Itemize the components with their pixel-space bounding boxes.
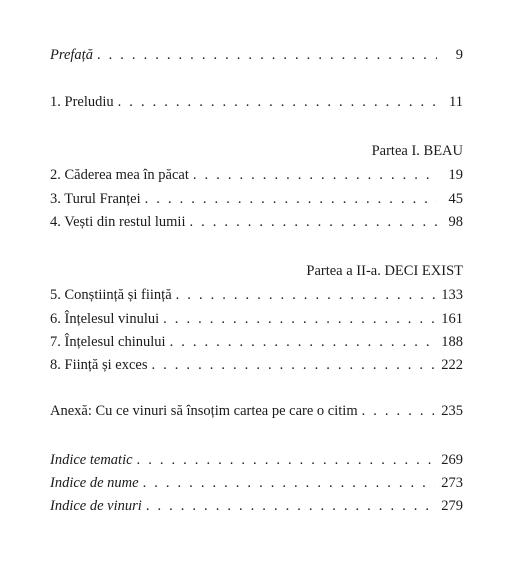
toc-entry-page: 45 <box>448 191 463 207</box>
toc-entry-chapter <box>50 287 463 307</box>
dot-leader <box>97 47 437 64</box>
dot-leader <box>170 334 436 351</box>
toc-entry-title: Indice tematic <box>50 452 133 468</box>
toc-entry-page: 188 <box>441 334 463 350</box>
toc-entry-chapter <box>50 334 463 354</box>
toc-entry-page: 161 <box>441 311 463 327</box>
toc-entry-title: 8. Ființă și exces <box>50 357 148 373</box>
toc-entry-page: 273 <box>441 475 463 491</box>
toc-entry-page: 19 <box>448 167 463 183</box>
toc-entry-title: 4. Vești din restul lumii <box>50 214 186 230</box>
dot-leader <box>143 475 436 492</box>
toc-entry-chapter <box>50 311 463 331</box>
toc-entry-chapter <box>50 191 463 211</box>
toc-entry-page: 9 <box>455 47 463 63</box>
toc-entry-title: 5. Conștiință și ființă <box>50 287 172 303</box>
toc-entry-title: Prefață <box>50 47 93 63</box>
toc-entry-page: 269 <box>441 452 463 468</box>
toc-entry-title: Indice de nume <box>50 475 139 491</box>
dot-leader <box>163 311 435 328</box>
toc-entry-index <box>50 452 463 472</box>
toc-entry-chapter <box>50 167 463 187</box>
toc-entry-page: 235 <box>441 403 463 419</box>
toc-entry-title: Anexă: Cu ce vinuri să însoțim cartea pe care o citim <box>50 403 358 419</box>
dot-leader <box>146 498 435 515</box>
toc-entry-index <box>50 475 463 495</box>
toc-entry-index <box>50 498 463 518</box>
toc-entry-prelude <box>50 94 463 114</box>
dot-leader <box>145 191 437 208</box>
toc-entry-title: 7. Înțelesul chinului <box>50 334 166 350</box>
toc-entry-chapter <box>50 214 463 234</box>
toc-entry-title: 1. Preludiu <box>50 94 114 110</box>
toc-entry-title: Indice de vinuri <box>50 498 142 514</box>
toc-entry-preface <box>50 47 463 67</box>
toc-entry-chapter <box>50 357 463 377</box>
dot-leader <box>118 94 437 111</box>
dot-leader <box>151 357 435 374</box>
dot-leader <box>176 287 436 304</box>
toc-entry-page: 279 <box>441 498 463 514</box>
toc-entry-annex <box>50 403 463 423</box>
dot-leader <box>137 452 436 469</box>
part-heading-1: Partea I. BEAU <box>371 143 463 159</box>
toc-entry-page: 222 <box>441 357 463 373</box>
toc-entry-page: 133 <box>441 287 463 303</box>
toc-entry-page: 98 <box>448 214 463 230</box>
dot-leader <box>189 214 437 231</box>
table-of-contents <box>50 0 463 585</box>
toc-entry-title: 3. Turul Franței <box>50 191 141 207</box>
toc-entry-title: 2. Căderea mea în păcat <box>50 167 189 183</box>
dot-leader <box>193 167 437 184</box>
toc-entry-title: 6. Înțelesul vinului <box>50 311 160 327</box>
toc-entry-page: 11 <box>449 94 463 110</box>
part-heading-2: Partea a II-a. DECI EXIST <box>306 263 463 279</box>
dot-leader <box>362 403 436 420</box>
